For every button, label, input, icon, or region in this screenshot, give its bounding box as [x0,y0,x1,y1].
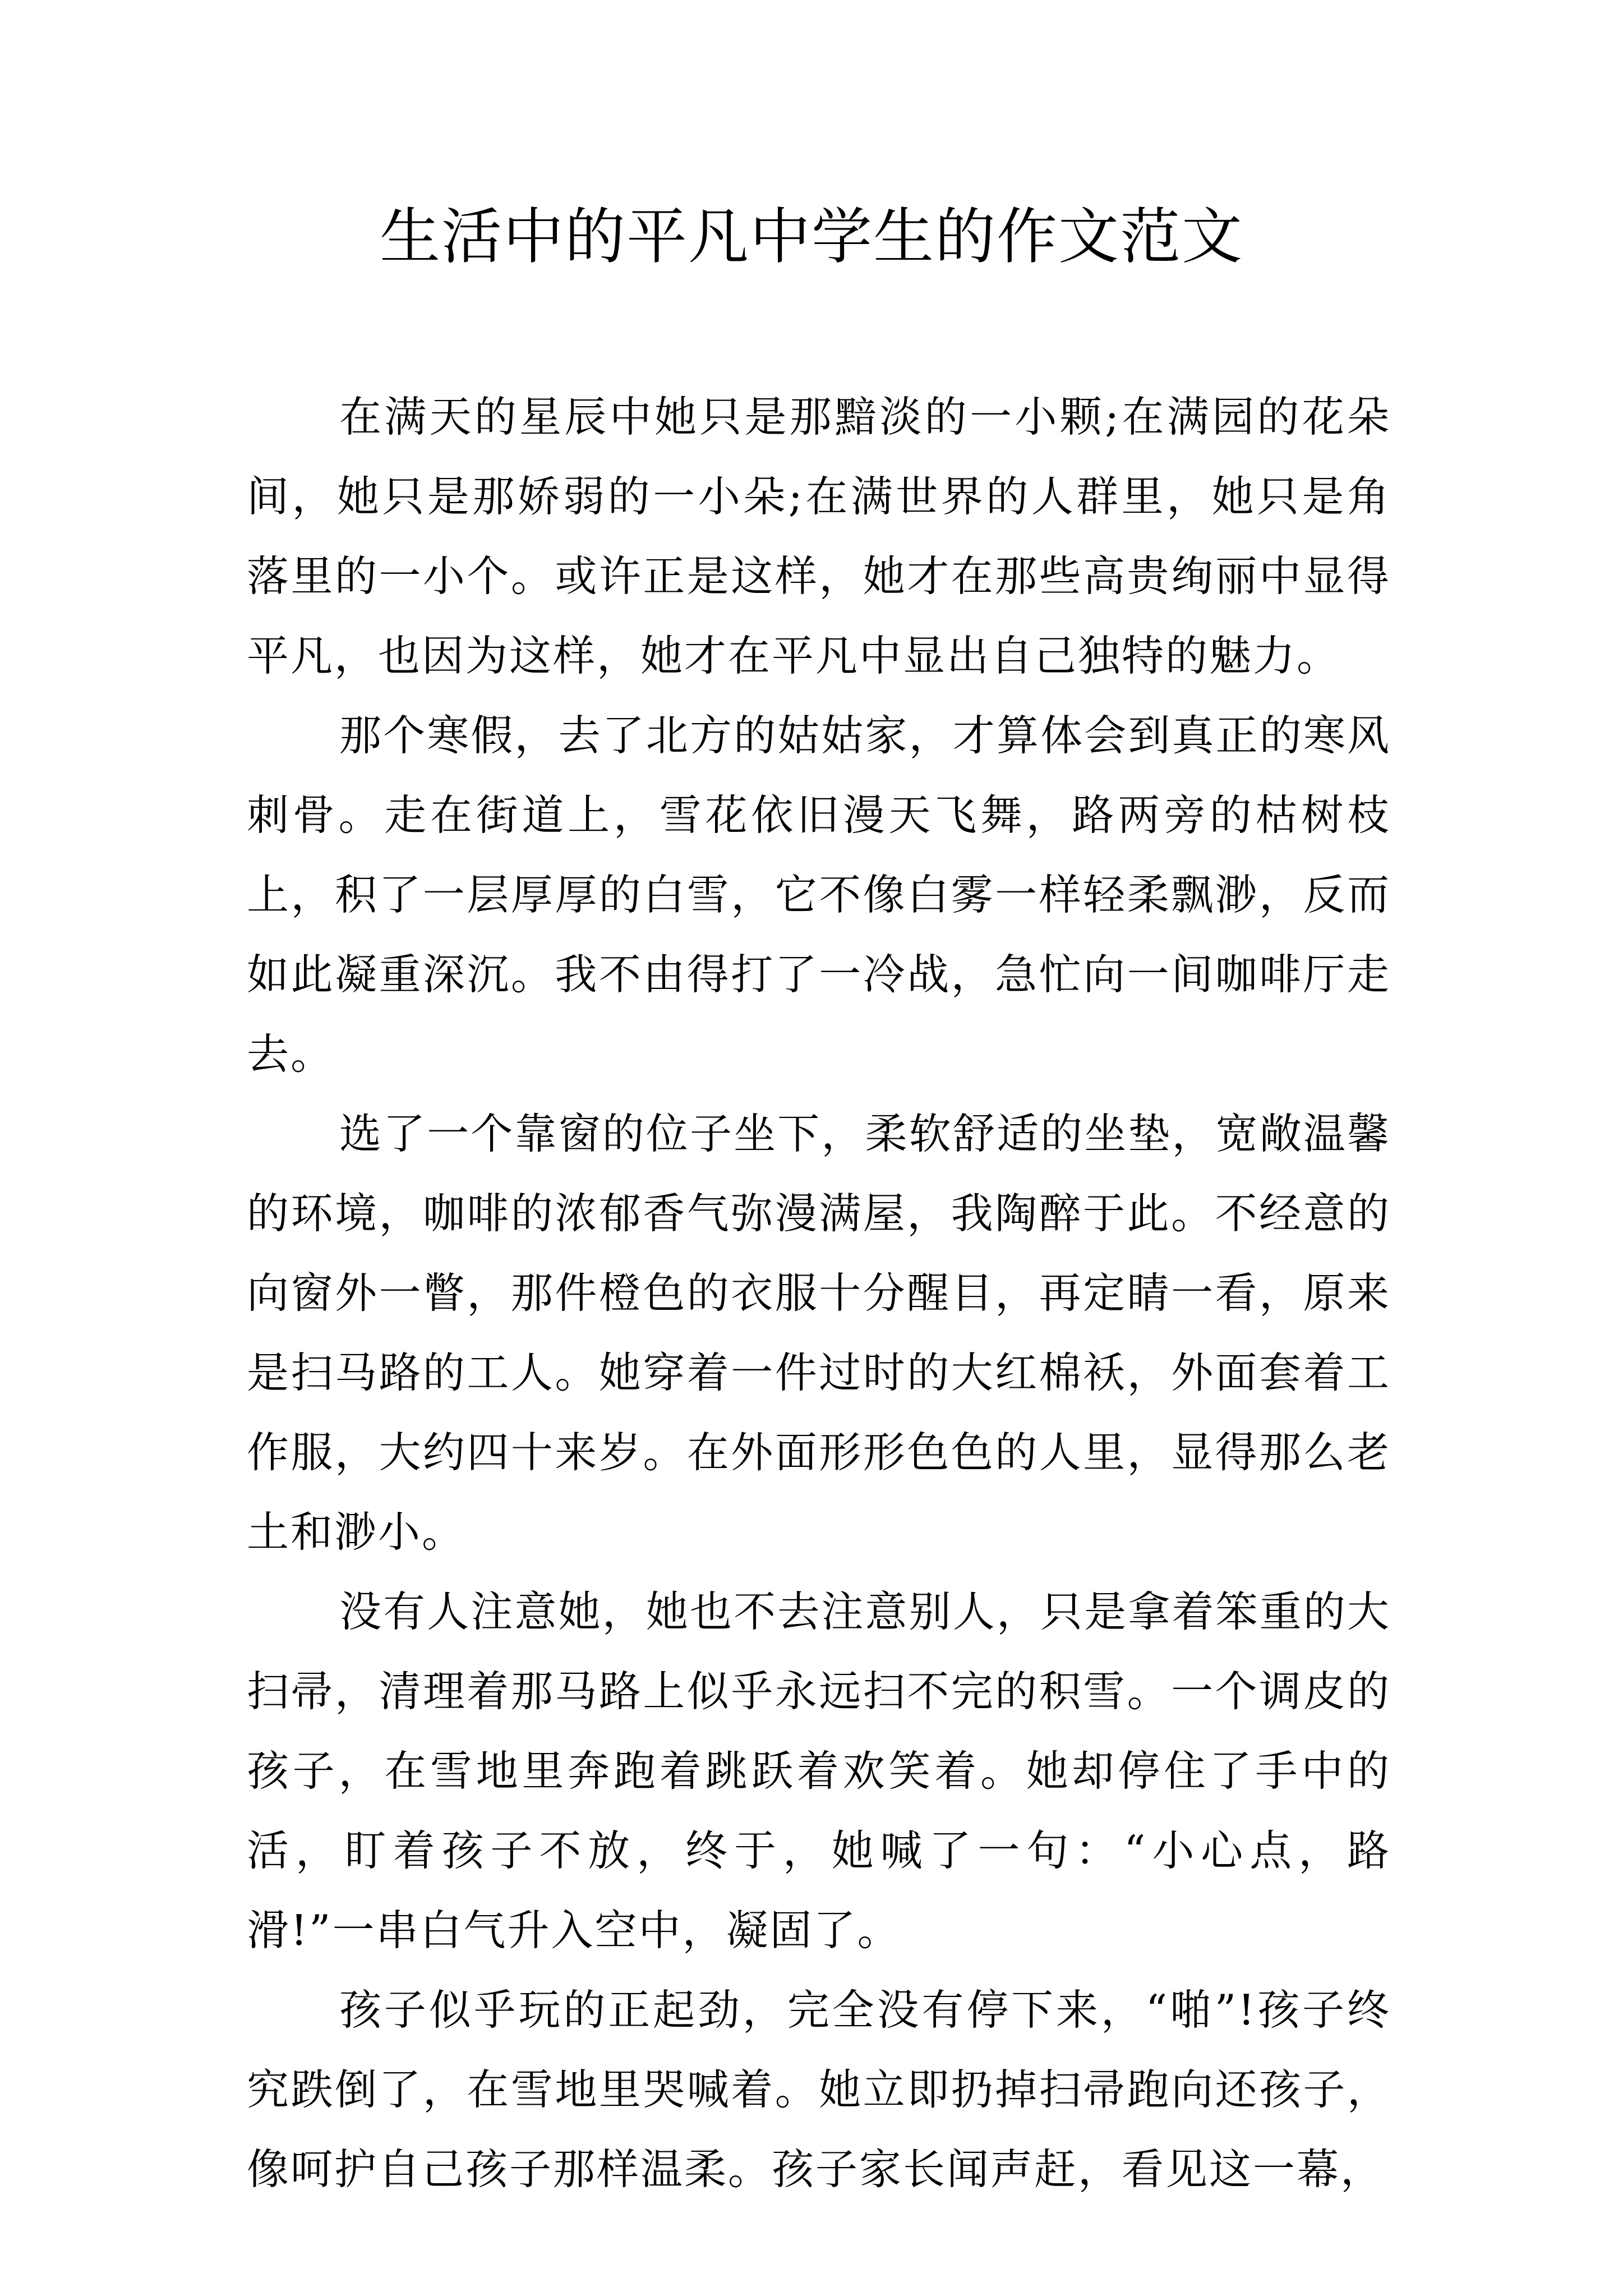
document-body [247,377,1391,2209]
paragraph-3: 选了一个靠窗的位子坐下，柔软舒适的坐垫，宽敞温馨的环境，咖啡的浓郁香气弥漫满屋，我陶醉于此。不经意的向窗外一瞥，那件橙色的衣服十分醒目，再定睛一看，原来是扫马路的工人。她穿着一件过时的大红棉袄，外面套着工作服，大约四十来岁。在外面形形色色的人里，显得那么老土和渺小。 [247,1109,1391,1557]
paragraph-2: 那个寒假，去了北方的姑姑家，才算体会到真正的寒风刺骨。走在街道上，雪花依旧漫天飞舞，路两旁的枯树枝上，积了一层厚厚的白雪，它不像白雾一样轻柔飘渺，反而如此凝重深沉。我不由得打了一冷战，急忙向一间咖啡厅走去。 [247,711,1391,1079]
document-title: 生活中的平凡中学生的作文范文 [379,202,1243,272]
paragraph-1: 在满天的星辰中她只是那黯淡的一小颗;在满园的花朵间，她只是那娇弱的一小朵;在满世界的人群里，她只是角落里的一小个。或许正是这样，她才在那些高贵绚丽中显得平凡，也因为这样，她才在平凡中显出自己独特的魅力。 [247,392,1391,680]
paragraph-5: 孩子似乎玩的正起劲，完全没有停下来，“啪”!孩子终究跌倒了，在雪地里哭喊着。她立即扔掉扫帚跑向还孩子，像呵护自己孩子那样温柔。孩子家长闻声赶，看见这一幕， [247,1985,1391,2194]
paragraph-4: 没有人注意她，她也不去注意别人，只是拿着笨重的大扫帚，清理着那马路上似乎永远扫不完的积雪。一个调皮的孩子，在雪地里奔跑着跳跃着欢笑着。她却停住了手中的活，盯着孩子不放，终于，她喊了一句：“小心点，路滑!”一串白气升入空中，凝固了。 [247,1587,1391,1955]
